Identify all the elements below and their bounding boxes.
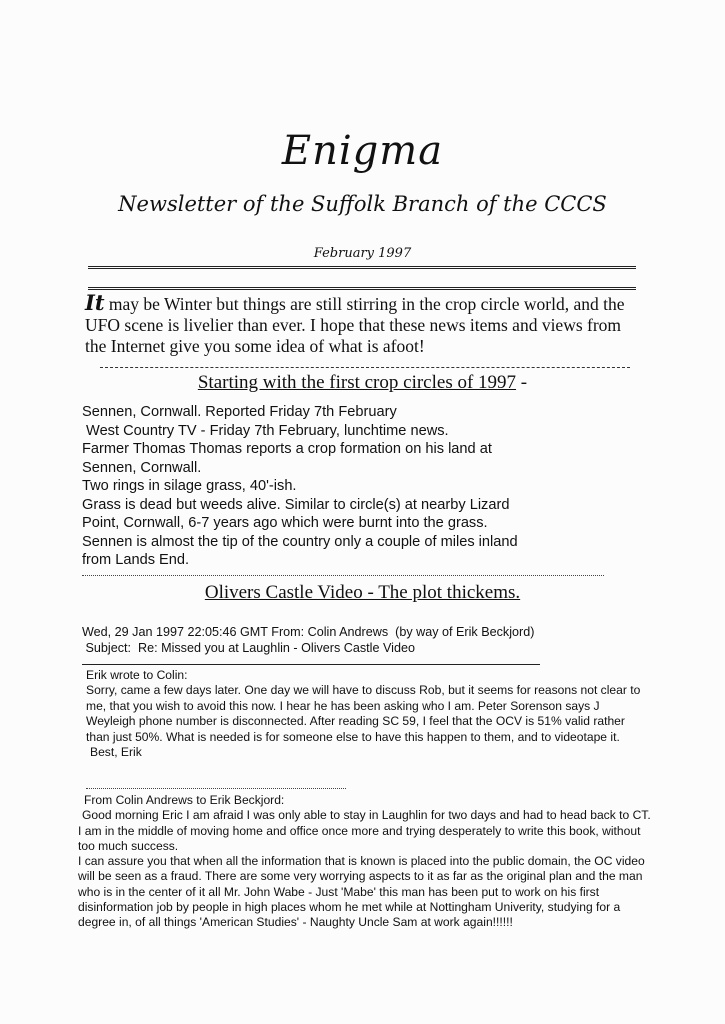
section-heading-crop-circles <box>0 372 725 394</box>
dotted-divider <box>82 575 604 576</box>
report-line: Farmer Thomas Thomas reports a crop formation on his land at <box>82 441 492 457</box>
intro-paragraph <box>85 292 640 357</box>
colin-paragraph: I can assure you that when all the information that is known is placed into the public domain, the OC video will be seen as a fraud. There are some very worrying aspects to it as far as the original plan and the man who is in the center of it all Mr. John Wabe - Just 'Mabe' this man has been put to work on his first disinformation job by people in high places whom he met while at Nottingham Univerity, studying for a degree in, of all things 'American Studies' - Naughty Uncle Sam at work again!!!!!! <box>78 854 645 930</box>
report-line: Sennen, Cornwall. Reported Friday 7th February <box>82 404 397 420</box>
erik-signoff: Best, Erik <box>90 745 142 760</box>
colin-label: From Colin Andrews to Erik Beckjord: <box>84 793 285 807</box>
dashed-divider <box>100 367 630 368</box>
report-line: from Lands End. <box>82 552 190 568</box>
newsletter-subtitle: Newsletter of the Suffolk Branch of the CCCS <box>118 192 607 216</box>
report-line: Point, Cornwall, 6-7 years ago which were burnt into the grass. <box>82 515 488 531</box>
erik-label: Erik wrote to Colin: <box>86 668 188 682</box>
section-heading-text: Starting with the first crop circles of 1997 <box>197 372 517 393</box>
report-line: West Country TV - Friday 7th February, lunchtime news. <box>82 422 449 439</box>
section-heading-suffix: - <box>516 372 528 393</box>
report-line: Grass is dead but weeds alive. Similar to circle(s) at nearby Lizard <box>82 496 510 513</box>
colin-message <box>78 793 653 931</box>
sennen-report <box>82 403 642 570</box>
intro-dropcap: It <box>85 290 105 315</box>
report-line: Two rings in silage grass, 40'-ish. <box>82 478 297 494</box>
report-line: Sennen, Cornwall. <box>82 459 202 476</box>
double-rule-divider <box>88 266 636 290</box>
dotted-divider-short <box>86 788 346 789</box>
report-line: Sennen is almost the tip of the country only a couple of miles inland <box>82 533 518 550</box>
email-from-line: Wed, 29 Jan 1997 22:05:46 GMT From: Colin Andrews (by way of Erik Beckjord) <box>82 625 535 639</box>
solid-divider <box>82 664 540 665</box>
colin-paragraph: Good morning Eric I am afraid I was only able to stay in Laughlin for two days and had to head back to CT. <box>82 808 651 823</box>
section-heading-text: Olivers Castle Video - The plot thickems. <box>204 582 521 603</box>
section-heading-olivers-castle <box>0 582 725 604</box>
erik-message <box>80 668 650 760</box>
issue-date: February 1997 <box>313 246 412 261</box>
email-subject-line: Subject: Re: Missed you at Laughlin - Olivers Castle Video <box>82 641 415 655</box>
colin-paragraph: I am in the middle of moving home and office once more and trying desperately to write this book, without too much success. <box>78 823 641 853</box>
email-header <box>82 624 642 656</box>
erik-text: Sorry, came a few days later. One day we will have to discuss Rob, but it seems for reasons not clear to me, that you wish to avoid this now. I hear he has been asking who I am. Peter Sorenson says J Weyleigh phone number is disconnected. After reading SC 59, I feel that the OCV is 51% valid rather than just 50%. What is needed is for someone else to have this happen to them, and to videotape it. <box>86 683 641 744</box>
newsletter-title: Enigma <box>281 128 444 174</box>
intro-text: may be Winter but things are still stirring in the crop circle world, and the UFO scene is livelier than ever. I hope that these news items and views from the Internet give you some idea of what is afoot! <box>85 294 625 356</box>
